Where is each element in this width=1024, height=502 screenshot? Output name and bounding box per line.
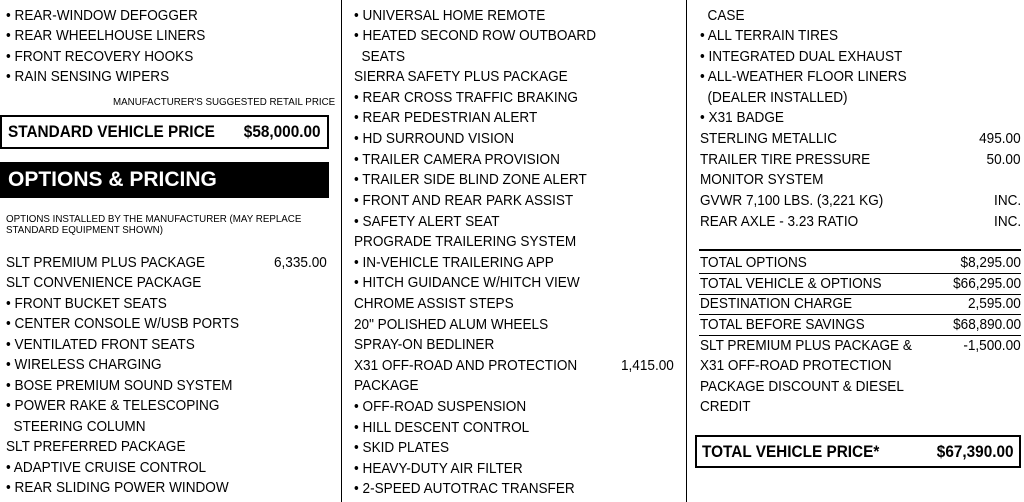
total-before-savings-value: $68,890.00	[953, 317, 1021, 333]
list-item: CASE	[700, 8, 745, 24]
priced-item-label: STERLING METALLIC	[700, 131, 838, 147]
list-item: SEATS	[354, 49, 406, 65]
x31-price: 1,415.00	[621, 358, 674, 374]
left-column	[0, 0, 340, 502]
list-item: • REAR WHEELHOUSE LINERS	[6, 28, 206, 44]
discount-label: PACKAGE DISCOUNT & DIESEL	[700, 379, 904, 395]
middle-column	[341, 0, 687, 502]
list-item: SIERRA SAFETY PLUS PACKAGE	[354, 69, 568, 85]
priced-item-label: TRAILER TIRE PRESSURE	[700, 152, 871, 168]
standard-price-label: STANDARD VEHICLE PRICE	[8, 123, 215, 141]
discount-label: X31 OFF-ROAD PROTECTION	[700, 358, 892, 374]
destination-charge-label: DESTINATION CHARGE	[700, 296, 853, 312]
priced-item-label: REAR AXLE - 3.23 RATIO	[700, 214, 859, 230]
list-item: SLT PREFERRED PACKAGE	[6, 439, 186, 455]
priced-item-value: INC.	[993, 214, 1021, 230]
list-item: • OFF-ROAD SUSPENSION	[354, 399, 527, 415]
list-item: (DEALER INSTALLED)	[700, 90, 848, 106]
list-item: • REAR PEDESTRIAN ALERT	[354, 110, 538, 126]
total-vehicle-price-box	[695, 435, 1021, 468]
totals-divider	[699, 249, 1021, 251]
list-item: • ADAPTIVE CRUISE CONTROL	[6, 460, 207, 476]
list-item: • IN-VEHICLE TRAILERING APP	[354, 255, 554, 271]
discount-value: -1,500.00	[963, 338, 1021, 354]
total-vehicle-price-label: TOTAL VEHICLE PRICE*	[702, 443, 880, 461]
priced-item-value: 50.00	[987, 152, 1021, 168]
list-item: • WIRELESS CHARGING	[6, 357, 162, 373]
list-item: • VENTILATED FRONT SEATS	[6, 337, 195, 353]
list-item: • REAR CROSS TRAFFIC BRAKING	[354, 90, 578, 106]
list-item: PROGRADE TRAILERING SYSTEM	[354, 234, 577, 250]
options-note: STANDARD EQUIPMENT SHOWN)	[6, 224, 163, 236]
list-item: 20" POLISHED ALUM WHEELS	[354, 317, 549, 333]
list-item: • RAIN SENSING WIPERS	[6, 69, 170, 85]
list-item: • TRAILER CAMERA PROVISION	[354, 152, 560, 168]
list-item: PACKAGE	[354, 378, 419, 394]
total-options-label: TOTAL OPTIONS	[700, 255, 807, 271]
list-item: SPRAY-ON BEDLINER	[354, 337, 495, 353]
slt-premium-price: 6,335.00	[274, 255, 327, 271]
destination-charge-value: 2,595.00	[968, 296, 1021, 312]
x31-label: X31 OFF-ROAD AND PROTECTION	[354, 358, 578, 374]
list-item: • REAR-WINDOW DEFOGGER	[6, 8, 198, 24]
priced-item-label: GVWR 7,100 LBS. (3,221 KG)	[700, 193, 884, 209]
priced-item-value: INC.	[993, 193, 1021, 209]
list-item: STEERING COLUMN	[6, 419, 146, 435]
total-vehicle-price-value: $67,390.00	[937, 443, 1014, 461]
list-item: • FRONT BUCKET SEATS	[6, 296, 167, 312]
list-item: • INTEGRATED DUAL EXHAUST	[700, 49, 903, 65]
options-note: OPTIONS INSTALLED BY THE MANUFACTURER (MAY REPLACE	[6, 213, 302, 225]
right-column	[688, 0, 1024, 502]
list-item: • REAR SLIDING POWER WINDOW	[6, 480, 229, 496]
list-item: • SKID PLATES	[354, 440, 450, 456]
list-item: • FRONT AND REAR PARK ASSIST	[354, 193, 574, 209]
list-item: • ALL TERRAIN TIRES	[700, 28, 839, 44]
list-item: • HD SURROUND VISION	[354, 131, 515, 147]
list-item: • HEAVY-DUTY AIR FILTER	[354, 461, 523, 477]
list-item: • ALL-WEATHER FLOOR LINERS	[700, 69, 907, 85]
list-item: • 2-SPEED AUTOTRAC TRANSFER	[354, 481, 575, 497]
priced-item-value: 495.00	[979, 131, 1021, 147]
list-item: CHROME ASSIST STEPS	[354, 296, 514, 312]
list-item: • CENTER CONSOLE W/USB PORTS	[6, 316, 240, 332]
total-vehicle-options-label: TOTAL VEHICLE & OPTIONS	[700, 276, 882, 292]
list-item: • POWER RAKE & TELESCOPING	[6, 398, 220, 414]
total-options-value: $8,295.00	[960, 255, 1021, 271]
list-item: SLT CONVENIENCE PACKAGE	[6, 275, 202, 291]
list-item: • SAFETY ALERT SEAT	[354, 214, 500, 230]
list-item: • HEATED SECOND ROW OUTBOARD	[354, 28, 597, 44]
options-pricing-header: OPTIONS & PRICING	[0, 162, 329, 198]
list-item: • X31 BADGE	[700, 110, 784, 126]
discount-label: SLT PREMIUM PLUS PACKAGE &	[700, 338, 912, 354]
list-item: • HILL DESCENT CONTROL	[354, 420, 530, 436]
standard-price-value: $58,000.00	[244, 123, 321, 141]
total-before-savings-label: TOTAL BEFORE SAVINGS	[700, 317, 865, 333]
total-vehicle-options-value: $66,295.00	[953, 276, 1021, 292]
list-item: • UNIVERSAL HOME REMOTE	[354, 8, 546, 24]
discount-label: CREDIT	[700, 399, 751, 415]
standard-price-box	[0, 115, 329, 149]
list-item: • FRONT RECOVERY HOOKS	[6, 49, 194, 65]
list-item: • HITCH GUIDANCE W/HITCH VIEW	[354, 275, 580, 291]
list-item: • BOSE PREMIUM SOUND SYSTEM	[6, 378, 233, 394]
list-item: • TRAILER SIDE BLIND ZONE ALERT	[354, 172, 587, 188]
slt-premium-label: SLT PREMIUM PLUS PACKAGE	[6, 255, 206, 271]
priced-item-label: MONITOR SYSTEM	[700, 172, 824, 188]
msrp-label: MANUFACTURER'S SUGGESTED RETAIL PRICE	[113, 96, 336, 108]
